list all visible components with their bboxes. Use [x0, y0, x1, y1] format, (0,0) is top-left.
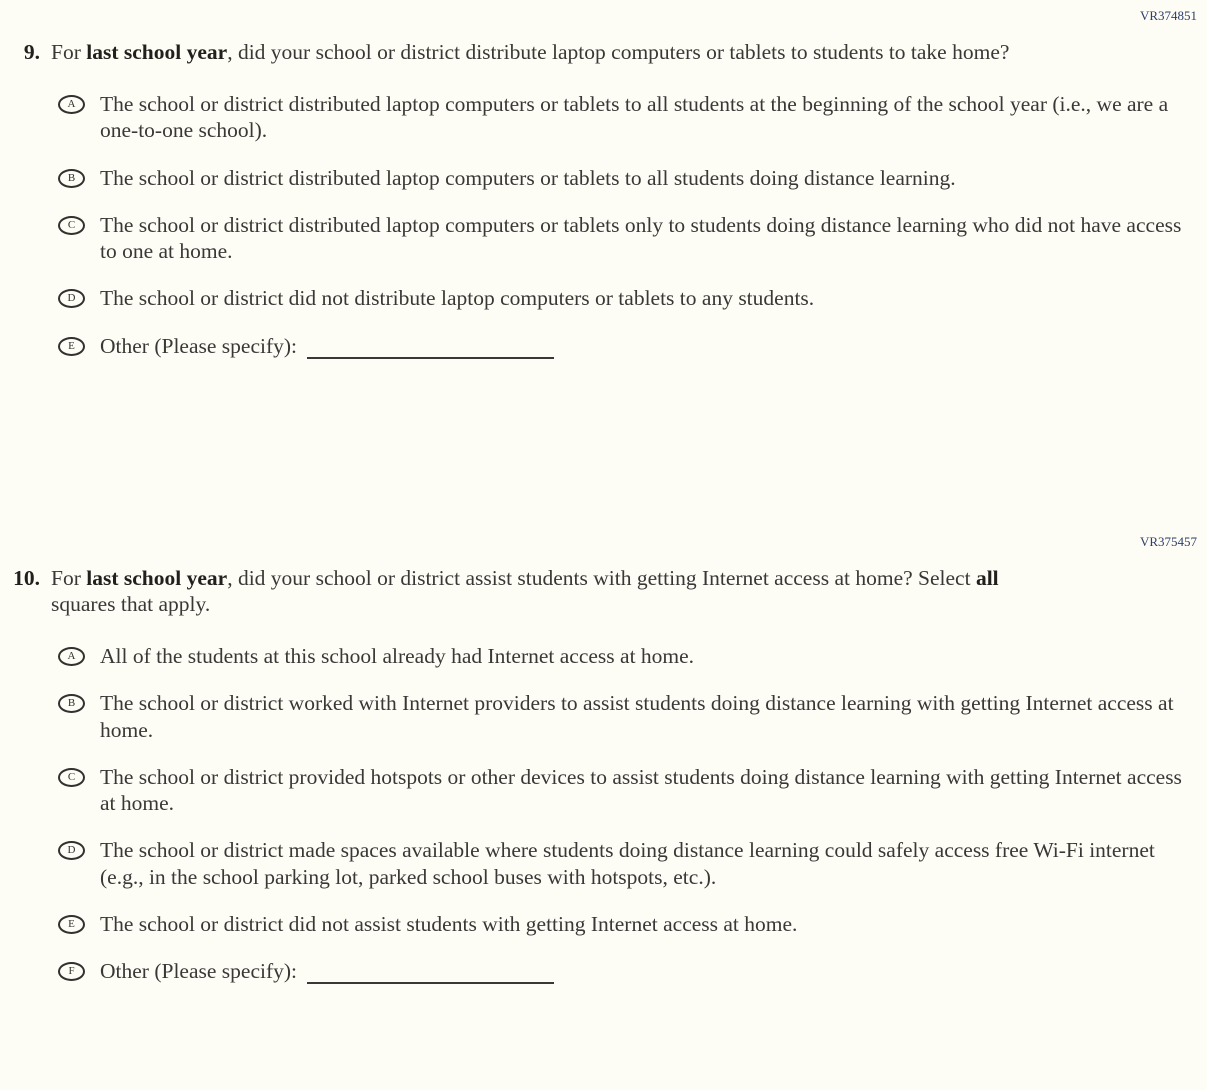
question-9-options — [58, 91, 1207, 359]
other-specify-blank-9[interactable] — [307, 337, 554, 359]
answer-bubble-10c[interactable]: C — [58, 768, 85, 787]
option-row-9a — [58, 91, 1207, 143]
answer-bubble-9a[interactable]: A — [58, 95, 85, 114]
question-9-number: 9. — [23, 40, 40, 64]
other-label-9: Other (Please specify): — [100, 333, 298, 358]
option-label-9b: The school or district distributed laptop computers or tablets to all students doing distance learning. — [100, 165, 956, 190]
answer-bubble-9c[interactable]: C — [58, 216, 85, 235]
option-row-9c — [58, 212, 1207, 264]
question-10-options — [58, 643, 1207, 984]
option-label-10a: All of the students at this school already had Internet access at home. — [100, 644, 695, 669]
option-label-10b: The school or district worked with Internet providers to assist students doing distance learning with getting Internet access at home. — [100, 691, 1174, 742]
question-9-block — [0, 0, 1207, 359]
answer-bubble-9e[interactable]: E — [58, 337, 85, 356]
answer-bubble-9d[interactable]: D — [58, 289, 85, 308]
option-row-9e — [58, 333, 1207, 359]
option-label-10e: The school or district did not assist students with getting Internet access at home. — [100, 911, 798, 936]
answer-bubble-10d[interactable]: D — [58, 841, 85, 860]
option-label-10f — [100, 958, 554, 984]
option-label-9e — [100, 333, 554, 359]
option-row-10f — [58, 958, 1207, 984]
question-10-number: 10. — [13, 565, 40, 590]
answer-bubble-10e[interactable]: E — [58, 915, 85, 934]
option-row-9d — [58, 285, 1207, 311]
option-row-10d — [58, 837, 1207, 889]
answer-bubble-9b[interactable]: B — [58, 169, 85, 188]
option-row-10a — [58, 643, 1207, 669]
other-label-10: Other (Please specify): — [100, 958, 298, 983]
question-9-stem: For last school year, did your school or district distribute laptop computers or tablets to students to take home? — [51, 40, 1010, 64]
option-row-9b — [58, 165, 1207, 191]
question-9-stem-row — [0, 39, 1207, 65]
question-10-stem-row — [0, 565, 1207, 617]
option-row-10c — [58, 764, 1207, 816]
option-row-10e — [58, 911, 1207, 937]
option-label-9a: The school or district distributed laptop computers or tablets to all students at the beginning of the school year (i.e., we are a one-to-one school). — [100, 92, 1169, 143]
option-label-10d: The school or district made spaces available where students doing distance learning could safely access free Wi-Fi internet (e.g., in the school parking lot, parked school buses with hotspots, etc.). — [100, 838, 1155, 889]
option-row-10b — [58, 690, 1207, 742]
answer-bubble-10a[interactable]: A — [58, 647, 85, 666]
question-10-code: VR375457 — [1139, 533, 1197, 549]
other-specify-blank-10[interactable] — [307, 962, 554, 984]
question-10-block — [0, 380, 1207, 984]
question-10-stem: For last school year, did your school or district assist students with getting Internet access at home? Select all squares that apply. — [51, 565, 999, 616]
question-9-code: VR374851 — [1139, 8, 1197, 23]
option-label-9d: The school or district did not distribute laptop computers or tablets to any students. — [100, 286, 815, 311]
option-label-10c: The school or district provided hotspots or other devices to assist students doing distance learning with getting Internet access at home. — [100, 764, 1182, 816]
option-label-9c: The school or district distributed laptop computers or tablets only to students doing distance learning who did not have access to one at home. — [100, 212, 1182, 264]
answer-bubble-10f[interactable]: F — [58, 962, 85, 981]
answer-bubble-10b[interactable]: B — [58, 694, 85, 713]
